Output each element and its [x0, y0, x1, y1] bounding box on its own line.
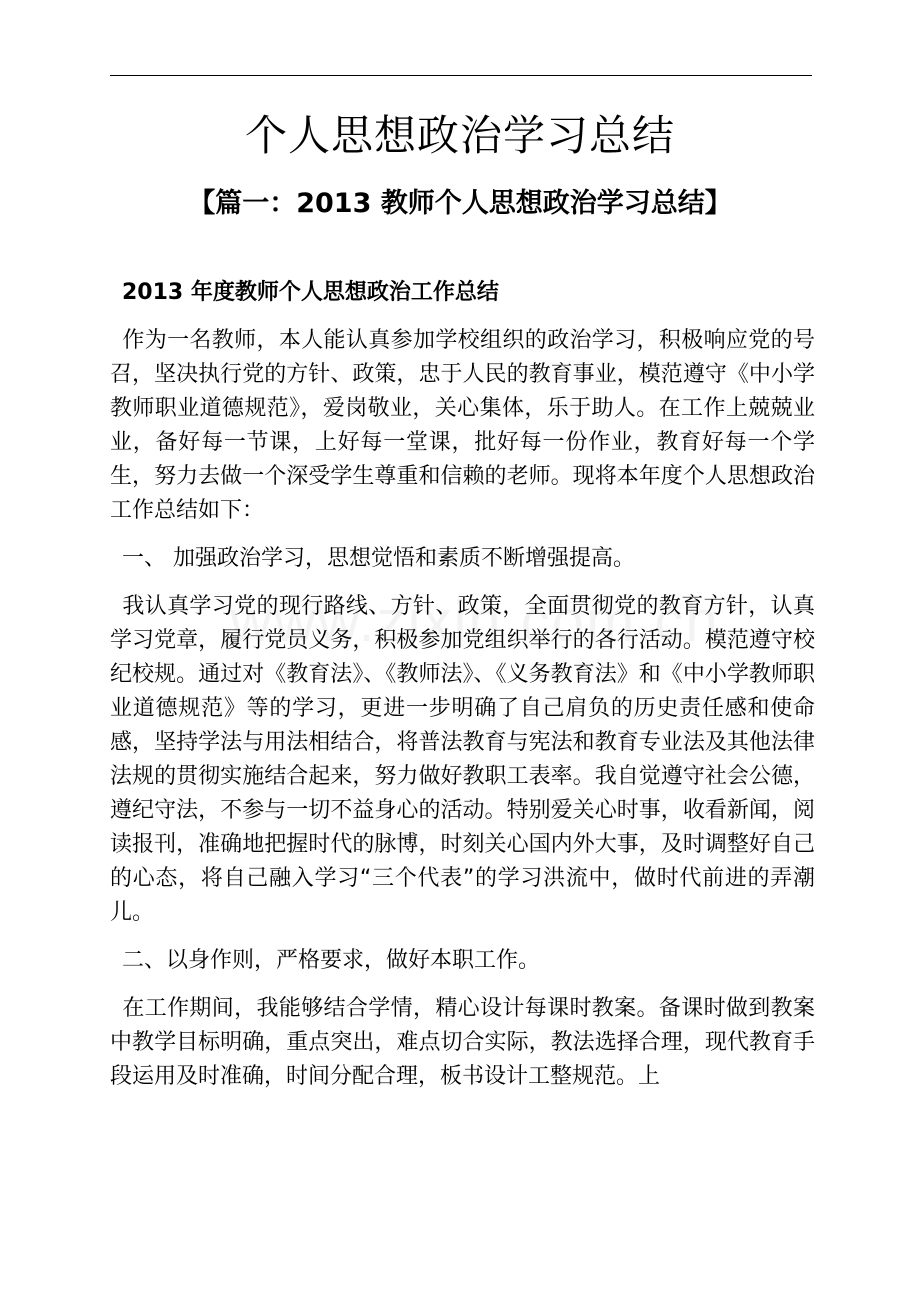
paragraph-point-two-text: 二、以身作则，严格要求，做好本职工作。: [122, 948, 541, 973]
document-title: 个人思想政治学习总结: [244, 111, 675, 160]
paragraph-point-one: [110, 542, 815, 576]
header-rule: [110, 75, 812, 76]
section-heading-text: 2013 年度教师个人思想政治工作总结: [122, 280, 499, 305]
paragraph-study: [110, 590, 815, 930]
paragraph-work-text: 在工作期间，我能够结合学情，精心设计每课时教案。备课时做到教案中教学目标明确，重点突出，难点切合实际，教法选择合理，现代教育手段运用及时准确，时间分配合理，板书设计工整规范。上: [110, 996, 815, 1089]
paragraph-work: [110, 992, 815, 1094]
paragraph-intro-text: 作为一名教师，本人能认真参加学校组织的政治学习，积极响应党的号召，坚决执行党的方针、政策，忠于人民的教育事业，模范遵守《中小学教师职业道德规范》，爱岗敬业，关心集体，乐于助人。在工作上兢兢业业，备好每一节课，上好每一堂课，批好每一份作业，教育好每一个学生，努力去做一个深受学生尊重和信赖的老师。现将本年度个人思想政治工作总结如下：: [110, 328, 815, 523]
paragraph-study-text: 我认真学习党的现行路线、方针、政策，全面贯彻党的教育方针，认真学习党章，履行党员义务，积极参加党组织举行的各行活动。模范遵守校纪校规。通过对《教育法》、《教师法》、《义务教育法》和《中小学教师职业道德规范》等的学习，更进一步明确了自己肩负的历史责任感和使命感，坚持学法与用法相结合，将普法教育与宪法和教育专业法及其他法律法规的贯彻实施结合起来，努力做好教职工表率。我自觉遵守社会公德，遵纪守法，不参与一切不益身心的活动。特别爱关心时事，收看新闻，阅读报刊，准确地把握时代的脉博，时刻关心国内外大事，及时调整好自己的心态，将自己融入学习“三个代表”的学习洪流中，做时代前进的弄潮儿。: [110, 594, 815, 925]
document-subtitle: 【篇一：2013 教师个人思想政治学习总结】: [188, 188, 732, 219]
paragraph-point-two: [110, 944, 815, 978]
section-heading: [110, 276, 815, 310]
paragraph-intro: [110, 324, 815, 528]
document-body: [110, 276, 815, 1108]
paragraph-point-one-text: 一、 加强政治学习，思想觉悟和素质不断增强提高。: [122, 546, 635, 571]
